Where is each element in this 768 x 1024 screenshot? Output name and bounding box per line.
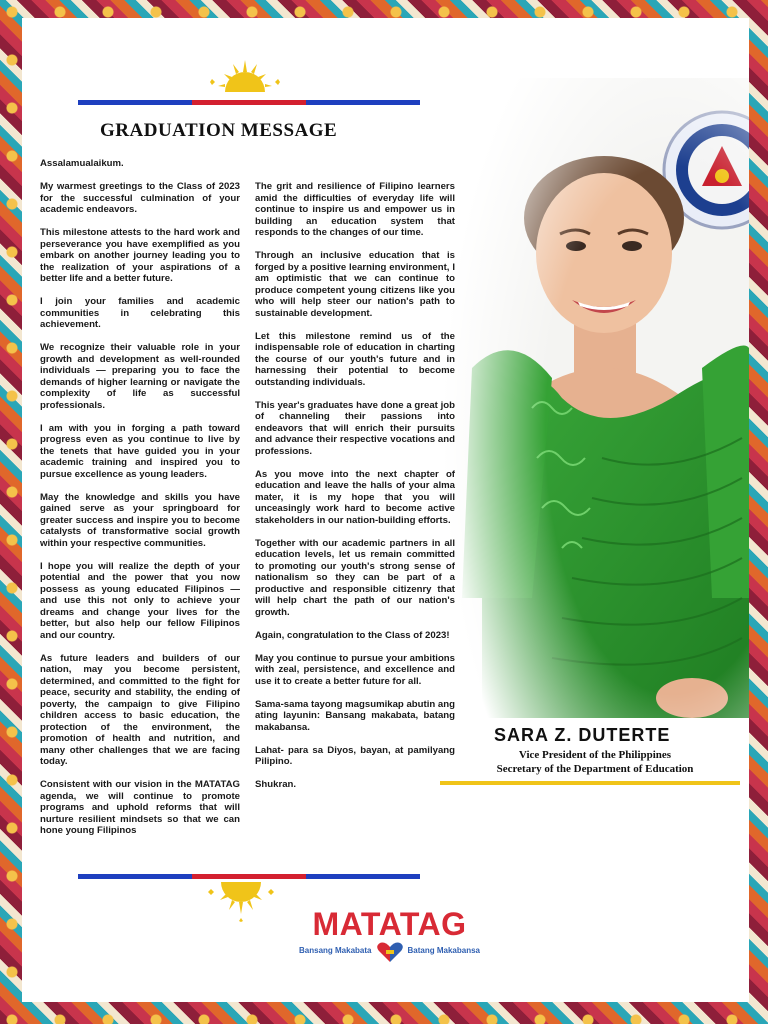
- paragraph: Shukran.: [255, 779, 297, 790]
- paragraph: Lahat- para sa Diyos, bayan, at pamilyang Pilipino.: [255, 744, 455, 767]
- message-column-left: [40, 158, 240, 848]
- paragraph: May you continue to pursue your ambitions with zeal, persistence, and excellence and use it to create a better future for all.: [255, 652, 455, 687]
- paragraph: As you move into the next chapter of education and leave the halls of your alma mater, it is my hope that you will unceasingly work hard to become active stakeholders in our nation-building efforts.: [255, 468, 455, 526]
- vice-president-portrait: [442, 78, 749, 718]
- page-title: GRADUATION MESSAGE: [100, 120, 338, 141]
- paragraph: I hope you will realize the depth of your potential and the power that you now possess as young educated Filipinos — and use this not only to achieve your dreams and change your lives for the better, but also help our fellow Filipinos and our country.: [40, 560, 240, 641]
- paragraph: Together with our academic partners in all education levels, let us remain committed to promoting our youth's strong sense of nationalism so they can be part of a productive and responsible citizenry that will help chart the path of our nation's growth.: [255, 537, 455, 618]
- paragraph: May the knowledge and skills you have gained serve as your springboard for greater success and inspire you to become catalysts of transformative social growth within your respective communities.: [40, 491, 240, 549]
- paragraph: We recognize their valuable role in your growth and development as well-rounded individuals — preparing you to face the demands of higher learning or navigate the complexity of life as successful professionals.: [40, 342, 240, 411]
- sun-icon: [198, 54, 293, 94]
- signatory-name: SARA Z. DUTERTE: [494, 725, 671, 745]
- paragraph: My warmest greetings to the Class of 2023 for the successful culmination of your academic endeavors.: [40, 181, 240, 215]
- message-column-right: [255, 181, 455, 802]
- sun-icon: [194, 880, 289, 922]
- paragraph: I join your families and academic communities in celebrating this achievement.: [40, 296, 240, 330]
- paragraph: Through an inclusive education that is forged by a positive learning environment, I am optimistic that we can continue to produce competent young citizens like you who will help steer our nation's path to sustainable development.: [255, 250, 455, 319]
- flag-bar-top: [78, 100, 420, 105]
- logo-tagline-left: Bansang Makabata: [299, 946, 372, 955]
- flag-bar-bottom: [78, 874, 420, 879]
- paper-sheet: [22, 18, 749, 1002]
- signatory-role: Vice President of the Philippines: [518, 749, 672, 761]
- paragraph: Assalamualaikum.: [40, 158, 124, 169]
- paragraph: Sama-sama tayong magsumikap abutin ang ating layunin: Bansang makabata, batang makabansa.: [255, 698, 455, 733]
- signatory-role: Secretary of the Department of Education: [496, 763, 694, 775]
- paragraph: This milestone attests to the hard work and perseverance you have exemplified as you embark on another journey leading you to the realization of your aspirations of a better life and a better future.: [40, 227, 240, 284]
- gold-divider: [440, 781, 740, 785]
- heart-hands-icon: [375, 940, 405, 964]
- paragraph: As future leaders and builders of our nation, may you become persistent, determined, and committed to the fight for peace, security and stability, the ending of poverty, the campaign to give Filipino children access to basic education, the protection of the environment, the promotion of health and nutrition, and many other challenges that we are facing today.: [40, 652, 240, 767]
- paragraph: Let this milestone remind us of the indispensable role of education in charting the course of our youth's future and in harnessing their potential to become outstanding individuals.: [255, 330, 455, 388]
- logo-wordmark: MATATAG: [312, 906, 467, 942]
- paragraph: I am with you in forging a path toward progress even as you continue to live by the tenets that have guided you in your academic training and inspired you to pursue excellence as young leaders.: [40, 422, 240, 480]
- paragraph: The grit and resilience of Filipino learners amid the difficulties of everyday life will continue to inspire us and empower us in building an education system that responds to the changes of our time.: [255, 181, 455, 238]
- paragraph: Consistent with our vision in the MATATAG agenda, we will continue to promote programs and uphold reforms that will nurture resilient mindsets so that we can hone young Filipinos: [40, 779, 240, 836]
- paragraph: This year's graduates have done a great job of channeling their passions into endeavors that will enrich their pursuits and advance their respective vocations and professions.: [255, 399, 455, 457]
- logo-tagline-right: Batang Makabansa: [407, 946, 480, 955]
- matatag-logo: [297, 906, 482, 966]
- paragraph: Again, congratulation to the Class of 2023!: [255, 629, 450, 641]
